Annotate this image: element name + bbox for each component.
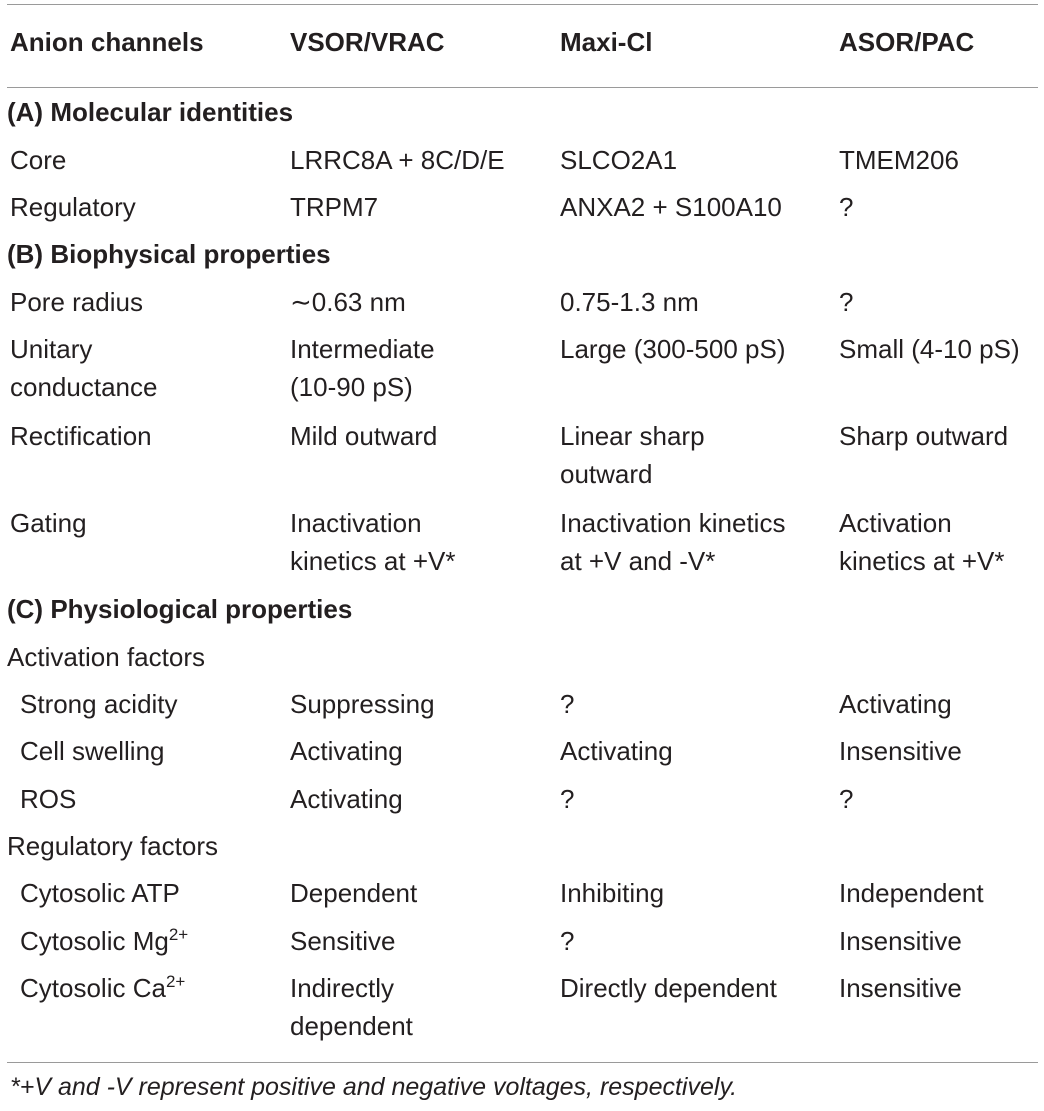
table-cell: Activation kinetics at +V* xyxy=(839,508,1005,576)
table-cell: ? xyxy=(560,926,575,956)
header-rule xyxy=(7,87,1038,88)
row-label: Unitary conductance xyxy=(10,334,158,402)
table-cell: Large (300-500 pS) xyxy=(560,334,786,364)
table-cell: Intermediate (10-90 pS) xyxy=(290,334,435,402)
header-cell: ASOR/PAC xyxy=(839,27,975,57)
row-label: Regulatory xyxy=(10,192,136,222)
table-cell: Activating xyxy=(290,784,403,814)
header-cell: VSOR/VRAC xyxy=(290,27,445,57)
table-cell: Mild outward xyxy=(290,421,438,451)
table-cell: ? xyxy=(839,192,854,222)
row-label: ROS xyxy=(20,784,77,814)
table-cell: ANXA2 + S100A10 xyxy=(560,192,782,222)
table-cell: ∼0.63 nm xyxy=(290,287,406,317)
table-cell: Inactivation kinetics at +V and -V* xyxy=(560,508,786,576)
table-cell: Dependent xyxy=(290,878,418,908)
row-label: Cytosolic $Ca^{2+}$ xyxy=(20,972,186,1003)
header-cell: Maxi-Cl xyxy=(560,27,653,57)
section-heading: (A) Molecular identities xyxy=(7,97,294,127)
table-cell: TRPM7 xyxy=(290,192,379,222)
table-cell: Insensitive xyxy=(839,736,962,766)
table-cell: Indirectly dependent xyxy=(290,973,413,1041)
table-cell: 0.75-1.3 nm xyxy=(560,287,699,317)
row-label: Cell swelling xyxy=(20,736,165,766)
table-cell: Small (4-10 pS) xyxy=(839,334,1020,364)
header-cell: Anion channels xyxy=(10,27,204,57)
table-cell: Sensitive xyxy=(290,926,396,956)
table-cell: Inactivation kinetics at +V* xyxy=(290,508,456,576)
table-cell: Sharp outward xyxy=(839,421,1009,451)
subgroup-label: Regulatory factors xyxy=(7,831,218,861)
row-label: Strong acidity xyxy=(20,689,178,719)
table-cell: SLCO2A1 xyxy=(560,145,678,175)
table-cell: Activating xyxy=(290,736,403,766)
section-heading: (C) Physiological properties xyxy=(7,594,353,624)
table-cell: Directly dependent xyxy=(560,973,777,1003)
row-label: Core xyxy=(10,145,67,175)
footnote: *+V and -V represent positive and negative voltages, respectively. xyxy=(10,1073,738,1101)
table-cell: Linear sharp outward xyxy=(560,421,705,489)
row-label: Rectification xyxy=(10,421,152,451)
table-cell: ? xyxy=(560,689,575,719)
table-cell: LRRC8A + 8C/D/E xyxy=(290,145,505,175)
table-cell: Insensitive xyxy=(839,973,962,1003)
table-cell: TMEM206 xyxy=(839,145,959,175)
bottom-rule xyxy=(7,1062,1038,1063)
table-cell: Insensitive xyxy=(839,926,962,956)
table-cell: ? xyxy=(560,784,575,814)
table-cell: Activating xyxy=(839,689,952,719)
table-cell: Suppressing xyxy=(290,689,435,719)
table-cell: Inhibiting xyxy=(560,878,665,908)
table-cell: Independent xyxy=(839,878,984,908)
subgroup-label: Activation factors xyxy=(7,642,205,672)
row-label: Gating xyxy=(10,508,87,538)
top-rule xyxy=(7,4,1038,5)
section-heading: (B) Biophysical properties xyxy=(7,239,331,269)
table-cell: ? xyxy=(839,784,854,814)
row-label: Pore radius xyxy=(10,287,143,317)
table-cell: Activating xyxy=(560,736,673,766)
table-cell: ? xyxy=(839,287,854,317)
row-label: Cytosolic ATP xyxy=(20,878,180,908)
row-label: Cytosolic $Mg^{2+}$ xyxy=(20,925,189,956)
